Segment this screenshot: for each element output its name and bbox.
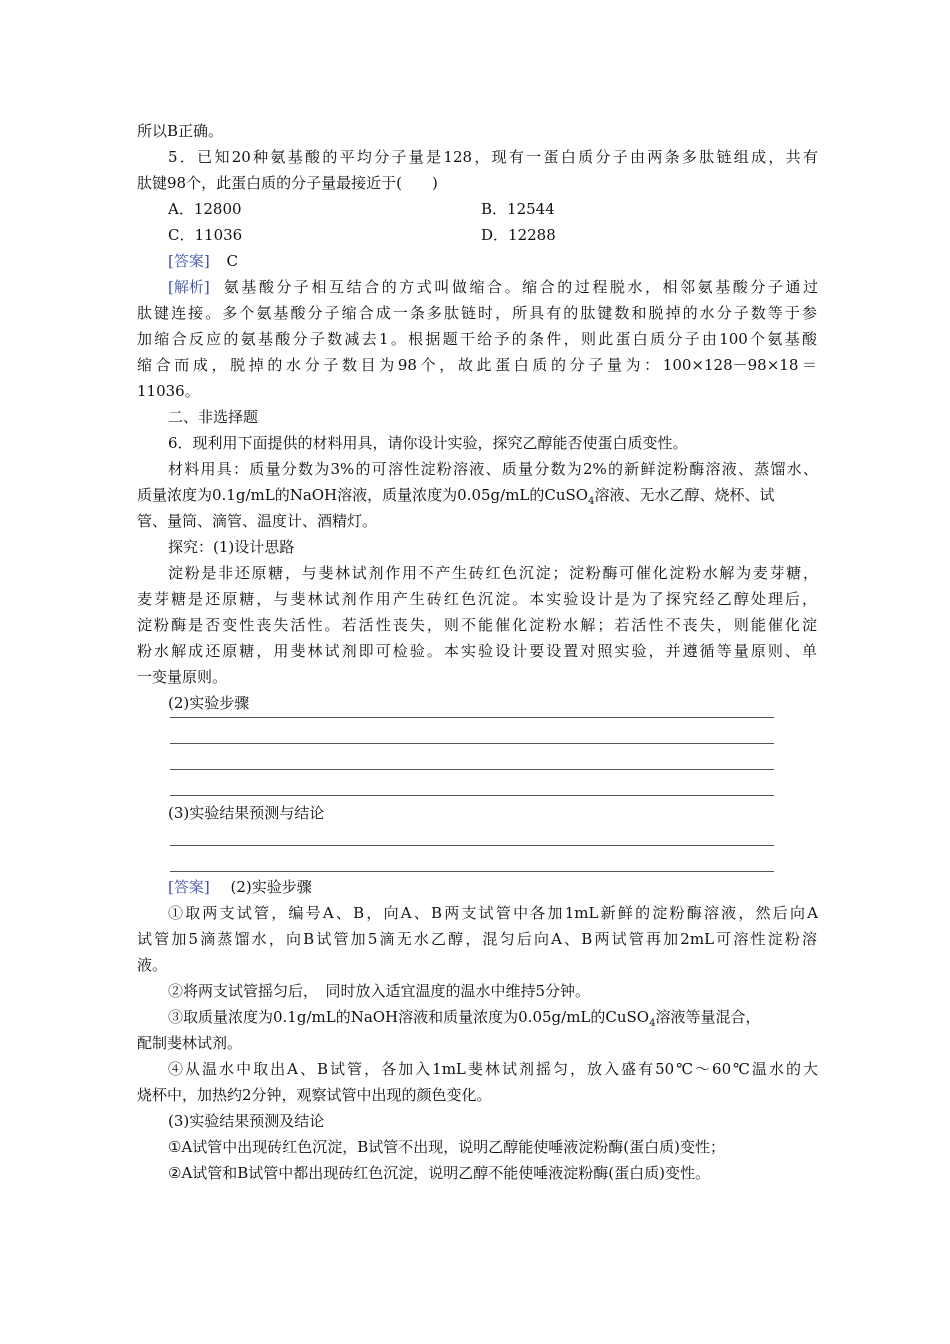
- answer-blank-line: [170, 769, 774, 770]
- answer-5: [168, 248, 818, 274]
- materials-line-3: 管、量筒、滴管、温度计、酒精灯。: [137, 512, 378, 530]
- answer-blank-line: [170, 743, 774, 744]
- explanation-line-5: 11036。: [137, 382, 200, 400]
- step-3-text-a: ③取质量浓度为0.1g/mL的NaOH溶液和质量浓度为0.05g/mL的CuSO: [168, 1008, 650, 1026]
- step-2: ②将两支试管摇匀后， 同时放入适宜温度的温水中维持5分钟。: [168, 982, 591, 1000]
- step-4-line-1: ④从温水中取出A、B试管，各加入1mL斐林试剂摇匀，放入盛有50℃～60℃温水的大: [168, 1060, 818, 1078]
- design-line-4: 粉水解成还原糖，用斐林试剂即可检验。本实验设计要设置对照实验，并遵循等量原则、单: [137, 642, 817, 660]
- results-title: (3)实验结果预测及结论: [168, 1112, 325, 1130]
- step-3-line-2: 配制斐林试剂。: [137, 1034, 243, 1052]
- option-c: C．11036: [168, 226, 243, 244]
- text-line: 所以B正确。: [137, 122, 224, 140]
- design-line-1: 淀粉是非还原糖，与斐林试剂作用不产生砖红色沉淀；淀粉酶可催化淀粉水解为麦芽糖，: [168, 564, 818, 582]
- materials-text-b: 溶液、无水乙醇、烧杯、试: [594, 486, 775, 504]
- design-line-3: 淀粉酶是否变性丧失活性。若活性丧失，则不能催化淀粉水解；若活性不丧失，则能催化淀: [137, 616, 817, 634]
- step-1-line-1: ①取两支试管，编号A、B，向A、B两支试管中各加1mL新鲜的淀粉酶溶液，然后向A: [168, 904, 818, 922]
- result-2: ②A试管和B试管中都出现砖红色沉淀，说明乙醇不能使唾液淀粉酶(蛋白质)变性。: [168, 1164, 711, 1182]
- option-d: D．12288: [481, 226, 556, 244]
- option-a: A．12800: [168, 200, 242, 218]
- materials-line-2: [137, 482, 817, 508]
- section-heading: 二、非选择题: [168, 408, 259, 426]
- explanation-line-3: 加缩合反应的氨基酸分子数减去1。根据题干给予的条件，则此蛋白质分子由100个氨基酸: [137, 330, 817, 348]
- answer-blank-line: [170, 795, 774, 796]
- answer-blank-line: [170, 845, 774, 846]
- answer-blank-line: [170, 871, 774, 872]
- step-4-line-2: 烧杯中，加热约2分钟，观察试管中出现的颜色变化。: [137, 1086, 492, 1104]
- step-1-line-2: 试管加5滴蒸馏水，向B试管加5滴无水乙醇，混匀后向A、B两试管再加2mL可溶性淀粉溶: [137, 930, 817, 948]
- explanation-line-4: 缩合而成，脱掉的水分子数目为98个，故此蛋白质的分子量为：100×128－98×18＝: [137, 356, 817, 374]
- answer-tag: [答案]: [168, 878, 210, 896]
- explanation-text: 氨基酸分子相互结合的方式叫做缩合。缩合的过程脱水，相邻氨基酸分子通过: [223, 278, 818, 296]
- results-heading: (3)实验结果预测与结论: [168, 804, 325, 822]
- explanation-tag: [解析]: [168, 278, 210, 296]
- subscript: 4: [588, 496, 595, 507]
- design-line-2: 麦芽糖是还原糖，与斐林试剂作用产生砖红色沉淀。本实验设计是为了探究经乙醇处理后，: [137, 590, 817, 608]
- question-5-line-2: 肽键98个，此蛋白质的分子量最接近于( ): [137, 174, 438, 192]
- design-line-5: 一变量原则。: [137, 668, 228, 686]
- result-1: ①A试管中出现砖红色沉淀，B试管不出现，说明乙醇能使唾液淀粉酶(蛋白质)变性；: [168, 1138, 726, 1156]
- step-1-line-3: 液。: [137, 956, 168, 974]
- option-b: B．12544: [481, 200, 555, 218]
- steps-heading: (2)实验步骤: [168, 694, 250, 712]
- answer-value: C: [226, 252, 238, 270]
- materials-text-a: 质量浓度为0.1g/mL的NaOH溶液，质量浓度为0.05g/mL的CuSO: [137, 486, 589, 504]
- answer-tag: [答案]: [168, 252, 210, 270]
- question-5-line-1: 5．已知20种氨基酸的平均分子量是128，现有一蛋白质分子由两条多肽链组成，共有: [168, 148, 818, 166]
- step-3-text-b: 溶液等量混合，: [655, 1008, 761, 1026]
- subscript: 4: [649, 1018, 656, 1029]
- answer-blank-line: [170, 717, 774, 718]
- explanation-line-2: 肽键连接。多个氨基酸分子缩合成一条多肽链时，所具有的肽键数和脱掉的水分子数等于参: [137, 304, 817, 322]
- answer-6: [168, 874, 818, 900]
- question-6: 6．现利用下面提供的材料用具，请你设计实验，探究乙醇能否使蛋白质变性。: [168, 434, 688, 452]
- answer-value: (2)实验步骤: [230, 878, 312, 896]
- design-title: 探究：(1)设计思路: [168, 538, 295, 556]
- materials-line-1: 材料用具：质量分数为3%的可溶性淀粉溶液、质量分数为2%的新鲜淀粉酶溶液、蒸馏水、: [168, 460, 818, 478]
- explanation-line-1: [168, 274, 818, 300]
- step-3-line-1: [168, 1004, 818, 1030]
